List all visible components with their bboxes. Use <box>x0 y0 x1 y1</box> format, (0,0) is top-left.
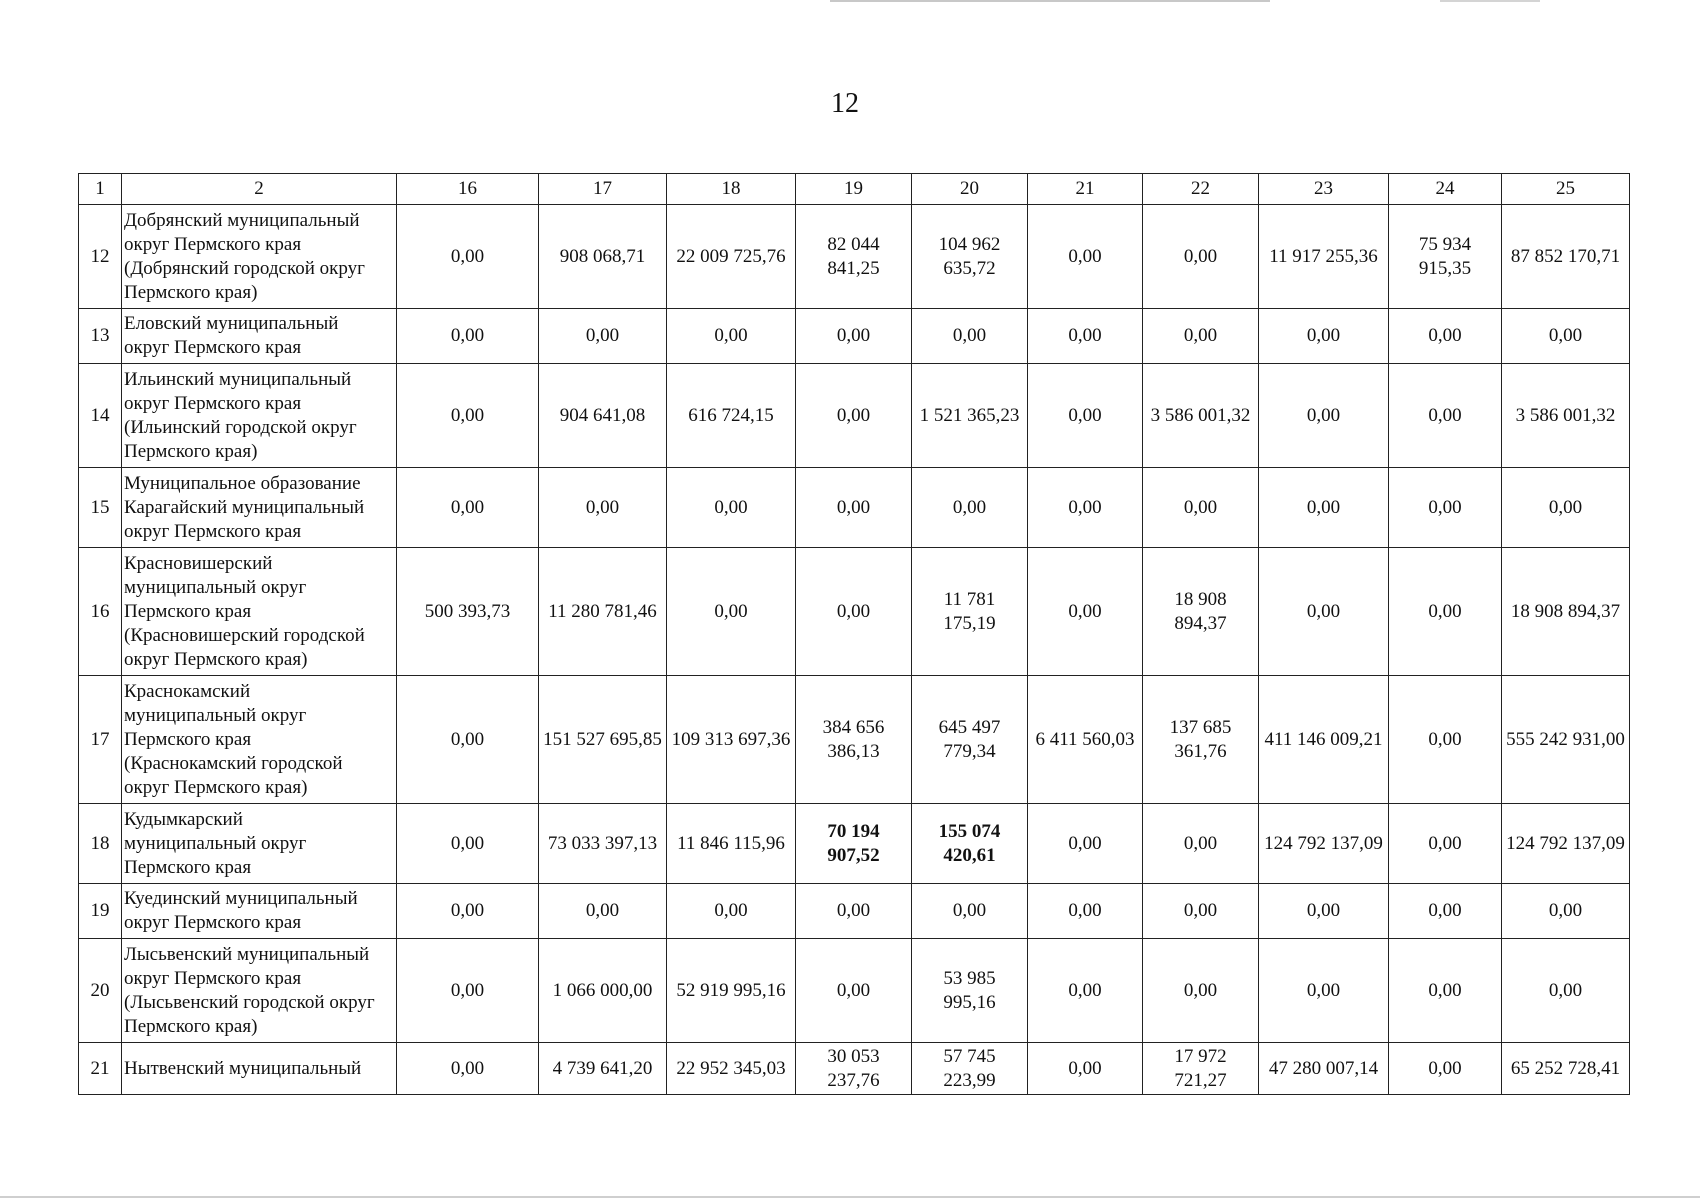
value-cell: 500 393,73 <box>397 548 539 676</box>
scan-edge-line <box>1440 0 1540 2</box>
value-cell: 22 952 345,03 <box>667 1043 796 1095</box>
column-header: 2 <box>122 174 397 205</box>
column-header: 22 <box>1143 174 1259 205</box>
scan-edge-line <box>830 0 1270 2</box>
value-cell: 0,00 <box>1028 804 1143 884</box>
value-cell: 4 739 641,20 <box>539 1043 667 1095</box>
table-row <box>79 804 1630 884</box>
value-cell: 3 586 001,32 <box>1502 364 1630 468</box>
value-cell: 47 280 007,14 <box>1259 1043 1389 1095</box>
value-cell: 0,00 <box>397 468 539 548</box>
value-cell: 0,00 <box>912 309 1028 364</box>
row-number-cell: 21 <box>79 1043 122 1095</box>
value-cell: 0,00 <box>539 309 667 364</box>
value-cell: 411 146 009,21 <box>1259 676 1389 804</box>
value-cell: 109 313 697,36 <box>667 676 796 804</box>
row-number-cell: 20 <box>79 939 122 1043</box>
column-header: 1 <box>79 174 122 205</box>
value-cell: 555 242 931,00 <box>1502 676 1630 804</box>
value-cell: 0,00 <box>912 468 1028 548</box>
value-cell: 0,00 <box>1389 939 1502 1043</box>
column-header: 23 <box>1259 174 1389 205</box>
municipality-name-cell: Куединский муниципальный округ Пермского края <box>122 884 397 939</box>
municipality-name-cell: Муниципальное образование Карагайский муниципальный округ Пермского края <box>122 468 397 548</box>
value-cell: 0,00 <box>1259 548 1389 676</box>
table-row <box>79 364 1630 468</box>
value-cell: 0,00 <box>912 884 1028 939</box>
row-number-cell: 17 <box>79 676 122 804</box>
value-cell: 0,00 <box>1502 884 1630 939</box>
value-cell: 18 908 894,37 <box>1502 548 1630 676</box>
value-cell: 0,00 <box>1259 939 1389 1043</box>
value-cell: 0,00 <box>539 468 667 548</box>
value-cell: 0,00 <box>1502 468 1630 548</box>
value-cell: 0,00 <box>397 676 539 804</box>
value-cell: 22 009 725,76 <box>667 205 796 309</box>
value-cell: 151 527 695,85 <box>539 676 667 804</box>
value-cell: 0,00 <box>1502 309 1630 364</box>
column-header: 20 <box>912 174 1028 205</box>
value-cell: 0,00 <box>1143 804 1259 884</box>
table-row <box>79 939 1630 1043</box>
value-cell: 904 641,08 <box>539 364 667 468</box>
value-cell: 645 497 779,34 <box>912 676 1028 804</box>
municipality-name-cell: Красновишерский муниципальный округ Пермского края (Красновишерский городской округ Пермского края) <box>122 548 397 676</box>
value-cell: 75 934 915,35 <box>1389 205 1502 309</box>
column-header: 21 <box>1028 174 1143 205</box>
value-cell: 0,00 <box>1028 468 1143 548</box>
municipality-name-cell: Ильинский муниципальный округ Пермского края (Ильинский городской округ Пермского края) <box>122 364 397 468</box>
municipality-name-cell: Лысьвенский муниципальный округ Пермского края (Лысьвенский городской округ Пермского края) <box>122 939 397 1043</box>
row-number-cell: 13 <box>79 309 122 364</box>
value-cell: 0,00 <box>796 364 912 468</box>
column-header: 24 <box>1389 174 1502 205</box>
value-cell: 0,00 <box>667 309 796 364</box>
table-row <box>79 676 1630 804</box>
value-cell: 0,00 <box>1259 309 1389 364</box>
value-cell: 0,00 <box>1389 309 1502 364</box>
value-cell: 0,00 <box>1028 309 1143 364</box>
municipality-name-cell: Еловский муниципальный округ Пермского края <box>122 309 397 364</box>
value-cell: 0,00 <box>1259 884 1389 939</box>
value-cell: 65 252 728,41 <box>1502 1043 1630 1095</box>
column-header: 18 <box>667 174 796 205</box>
value-cell: 0,00 <box>1502 939 1630 1043</box>
value-cell: 124 792 137,09 <box>1259 804 1389 884</box>
value-cell: 87 852 170,71 <box>1502 205 1630 309</box>
value-cell: 0,00 <box>796 468 912 548</box>
value-cell: 384 656 386,13 <box>796 676 912 804</box>
value-cell: 30 053 237,76 <box>796 1043 912 1095</box>
table-row <box>79 309 1630 364</box>
table-row <box>79 468 1630 548</box>
value-cell: 0,00 <box>667 884 796 939</box>
value-cell: 17 972 721,27 <box>1143 1043 1259 1095</box>
scan-edge-line <box>0 1196 1700 1198</box>
value-cell: 0,00 <box>1028 1043 1143 1095</box>
value-cell: 104 962 635,72 <box>912 205 1028 309</box>
page-number: 12 <box>831 88 859 119</box>
value-cell: 70 194 907,52 <box>796 804 912 884</box>
municipality-name-cell: Нытвенский муниципальный <box>122 1043 397 1095</box>
value-cell: 0,00 <box>1389 676 1502 804</box>
municipality-name-cell: Краснокамский муниципальный округ Пермского края (Краснокамский городской округ Пермского края) <box>122 676 397 804</box>
value-cell: 52 919 995,16 <box>667 939 796 1043</box>
value-cell: 11 280 781,46 <box>539 548 667 676</box>
value-cell: 0,00 <box>1389 548 1502 676</box>
value-cell: 0,00 <box>667 468 796 548</box>
column-header: 17 <box>539 174 667 205</box>
row-number-cell: 16 <box>79 548 122 676</box>
value-cell: 0,00 <box>397 939 539 1043</box>
column-header: 25 <box>1502 174 1630 205</box>
value-cell: 1 521 365,23 <box>912 364 1028 468</box>
value-cell: 0,00 <box>1028 884 1143 939</box>
value-cell: 57 745 223,99 <box>912 1043 1028 1095</box>
value-cell: 11 781 175,19 <box>912 548 1028 676</box>
value-cell: 0,00 <box>1259 364 1389 468</box>
table-row <box>79 548 1630 676</box>
row-number-cell: 18 <box>79 804 122 884</box>
value-cell: 0,00 <box>1389 468 1502 548</box>
value-cell: 0,00 <box>397 884 539 939</box>
column-header: 19 <box>796 174 912 205</box>
row-number-cell: 19 <box>79 884 122 939</box>
value-cell: 0,00 <box>1259 468 1389 548</box>
value-cell: 0,00 <box>1143 939 1259 1043</box>
value-cell: 0,00 <box>796 548 912 676</box>
value-cell: 124 792 137,09 <box>1502 804 1630 884</box>
value-cell: 0,00 <box>397 1043 539 1095</box>
value-cell: 0,00 <box>796 884 912 939</box>
value-cell: 0,00 <box>1389 884 1502 939</box>
value-cell: 0,00 <box>1143 205 1259 309</box>
value-cell: 11 846 115,96 <box>667 804 796 884</box>
value-cell: 0,00 <box>796 939 912 1043</box>
value-cell: 0,00 <box>1143 468 1259 548</box>
value-cell: 53 985 995,16 <box>912 939 1028 1043</box>
value-cell: 11 917 255,36 <box>1259 205 1389 309</box>
value-cell: 0,00 <box>1143 884 1259 939</box>
value-cell: 0,00 <box>397 205 539 309</box>
row-number-cell: 15 <box>79 468 122 548</box>
value-cell: 0,00 <box>1028 548 1143 676</box>
value-cell: 0,00 <box>1389 1043 1502 1095</box>
value-cell: 0,00 <box>397 364 539 468</box>
row-number-cell: 14 <box>79 364 122 468</box>
value-cell: 6 411 560,03 <box>1028 676 1143 804</box>
value-cell: 616 724,15 <box>667 364 796 468</box>
value-cell: 0,00 <box>539 884 667 939</box>
value-cell: 0,00 <box>397 804 539 884</box>
value-cell: 155 074 420,61 <box>912 804 1028 884</box>
value-cell: 0,00 <box>1389 364 1502 468</box>
municipality-name-cell: Добрянский муниципальный округ Пермского края (Добрянский городской округ Пермского края) <box>122 205 397 309</box>
value-cell: 82 044 841,25 <box>796 205 912 309</box>
table-body <box>79 205 1630 1095</box>
value-cell: 137 685 361,76 <box>1143 676 1259 804</box>
value-cell: 0,00 <box>1028 205 1143 309</box>
value-cell: 1 066 000,00 <box>539 939 667 1043</box>
value-cell: 0,00 <box>796 309 912 364</box>
value-cell: 3 586 001,32 <box>1143 364 1259 468</box>
value-cell: 18 908 894,37 <box>1143 548 1259 676</box>
value-cell: 73 033 397,13 <box>539 804 667 884</box>
value-cell: 0,00 <box>397 309 539 364</box>
row-number-cell: 12 <box>79 205 122 309</box>
value-cell: 908 068,71 <box>539 205 667 309</box>
value-cell: 0,00 <box>1389 804 1502 884</box>
table-header-row <box>79 174 1630 205</box>
table-row <box>79 884 1630 939</box>
municipality-name-cell: Кудымкарский муниципальный округ Пермского края <box>122 804 397 884</box>
value-cell: 0,00 <box>1028 939 1143 1043</box>
data-table <box>78 173 1630 1095</box>
value-cell: 0,00 <box>667 548 796 676</box>
table-row <box>79 205 1630 309</box>
value-cell: 0,00 <box>1028 364 1143 468</box>
value-cell: 0,00 <box>1143 309 1259 364</box>
table-row <box>79 1043 1630 1095</box>
column-header: 16 <box>397 174 539 205</box>
